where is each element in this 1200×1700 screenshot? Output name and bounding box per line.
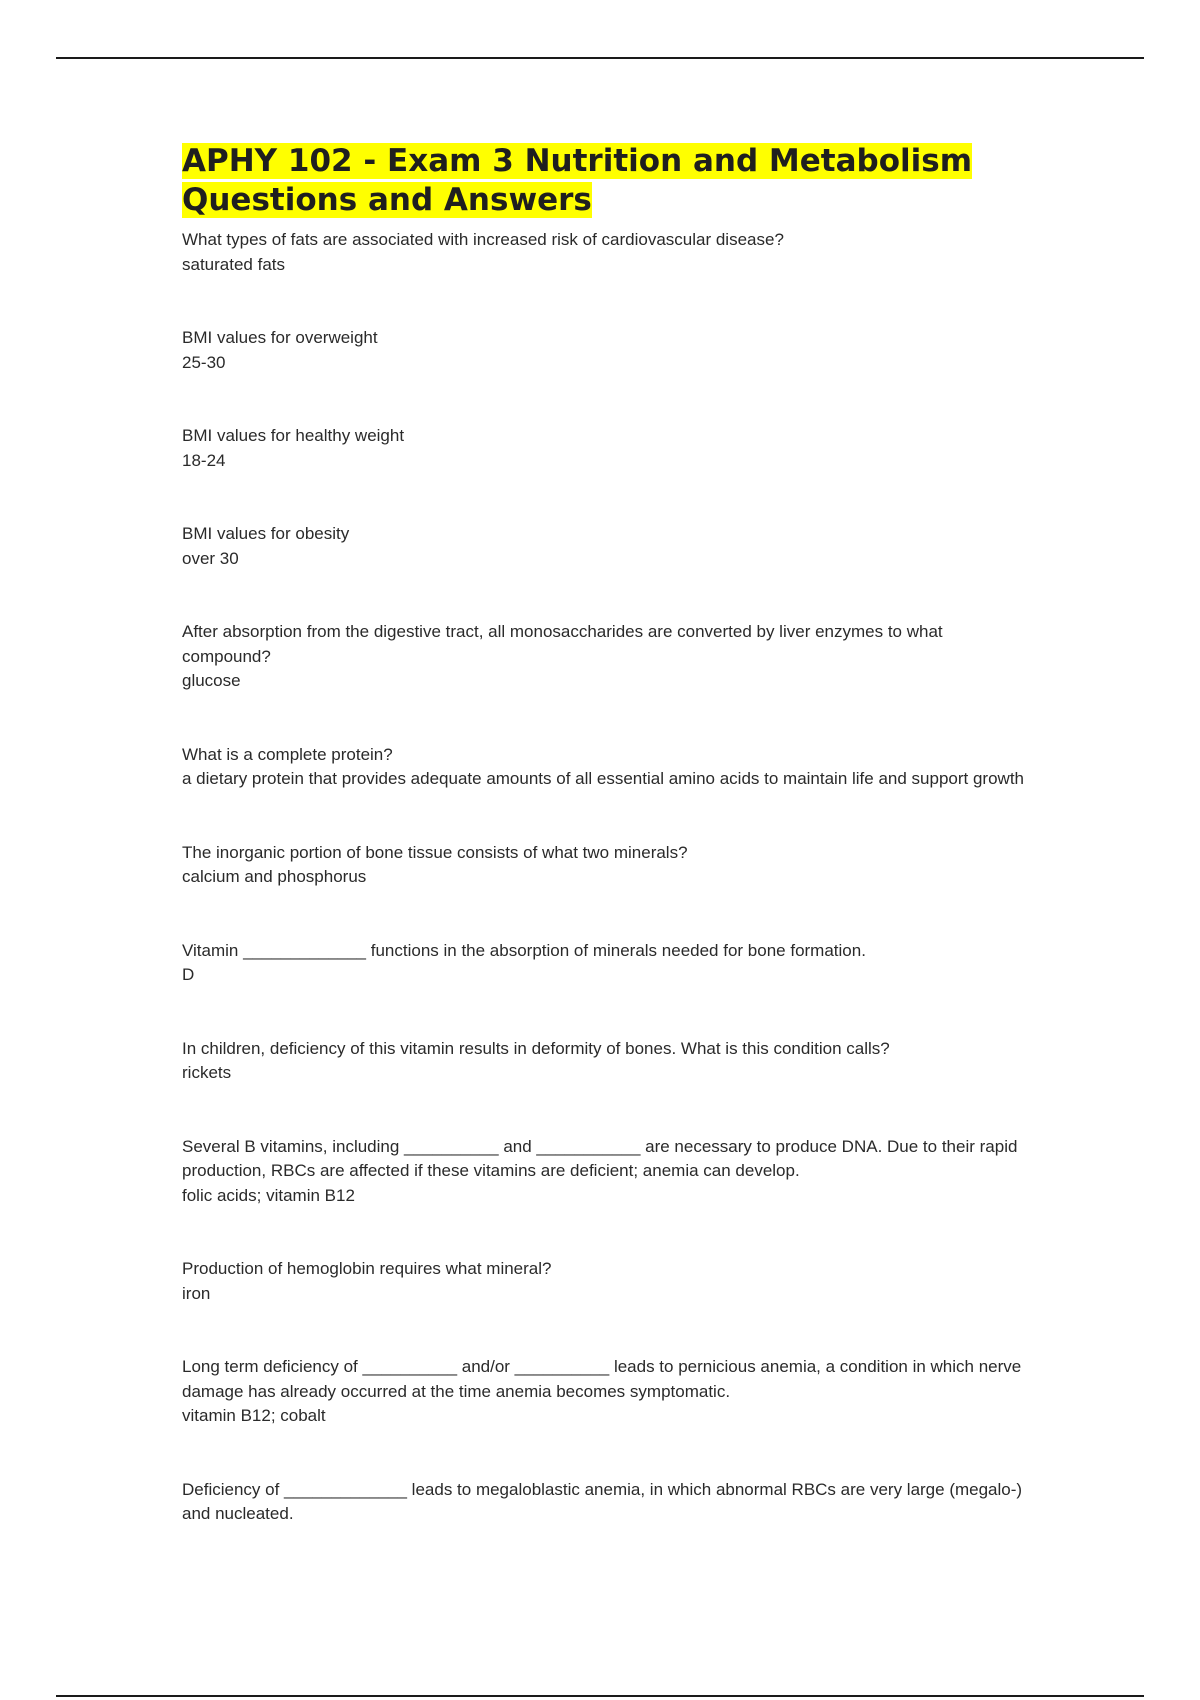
qa-item: [182, 228, 1032, 277]
qa-item: [182, 522, 1032, 571]
answer-text: D: [182, 965, 195, 984]
qa-item: [182, 1037, 1032, 1086]
answer-text: calcium and phosphorus: [182, 867, 367, 886]
qa-item: [182, 1478, 1032, 1527]
qa-item: [182, 424, 1032, 473]
footer-rule: [56, 1695, 1144, 1697]
document-title: [182, 142, 1032, 220]
answer-text: iron: [182, 1283, 211, 1303]
question-text: After absorption from the digestive tract, all monosaccharides are converted by liver enzymes to what compound?: [182, 622, 943, 666]
answer-text: a dietary protein that provides adequate amounts of all essential amino acids to maintain life and support growth: [182, 769, 1024, 788]
answer-text: vitamin B12; cobalt: [182, 1406, 326, 1425]
qa-item: [182, 1135, 1032, 1209]
question-text: Deficiency of _____________ leads to megaloblastic anemia, in which abnormal RBCs are very large (megalo-) and nucleated.: [182, 1479, 1023, 1523]
question-text: Several B vitamins, including __________ and ___________ are necessary to produce DNA. Due to their rapid production, RBCs are affected if these vitamins are deficient; anemia can develop.: [182, 1136, 1018, 1180]
qa-item: [182, 841, 1032, 890]
document-body: [182, 142, 1032, 1527]
question-text: BMI values for overweight: [182, 328, 378, 347]
answer-text: rickets: [182, 1063, 232, 1082]
question-text: What is a complete protein?: [182, 744, 393, 764]
qa-item: [182, 743, 1032, 792]
qa-item: [182, 1355, 1032, 1429]
question-text: BMI values for obesity: [182, 524, 350, 543]
qa-item: [182, 1257, 1032, 1306]
qa-item: [182, 620, 1032, 694]
answer-text: 18-24: [182, 450, 226, 470]
answer-text: glucose: [182, 671, 241, 690]
qa-item: [182, 326, 1032, 375]
question-text: In children, deficiency of this vitamin results in deformity of bones. What is this condition calls?: [182, 1038, 890, 1058]
answer-text: over 30: [182, 548, 239, 568]
answer-text: folic acids; vitamin B12: [182, 1185, 355, 1205]
question-text: BMI values for healthy weight: [182, 426, 405, 445]
answer-text: 25-30: [182, 352, 226, 372]
qa-item: [182, 939, 1032, 988]
question-text: Production of hemoglobin requires what mineral?: [182, 1259, 552, 1278]
question-text: What types of fats are associated with increased risk of cardiovascular disease?: [182, 230, 784, 249]
title-highlight: APHY 102 - Exam 3 Nutrition and Metabolism Questions and Answers: [182, 143, 973, 218]
header-rule: [56, 57, 1144, 59]
question-text: Vitamin _____________ functions in the absorption of minerals needed for bone formation.: [182, 940, 866, 960]
question-text: Long term deficiency of __________ and/or __________ leads to pernicious anemia, a condition in which nerve damage has already occurred at the time anemia becomes symptomatic.: [182, 1357, 1022, 1401]
answer-text: saturated fats: [182, 254, 286, 274]
question-text: The inorganic portion of bone tissue consists of what two minerals?: [182, 842, 688, 862]
